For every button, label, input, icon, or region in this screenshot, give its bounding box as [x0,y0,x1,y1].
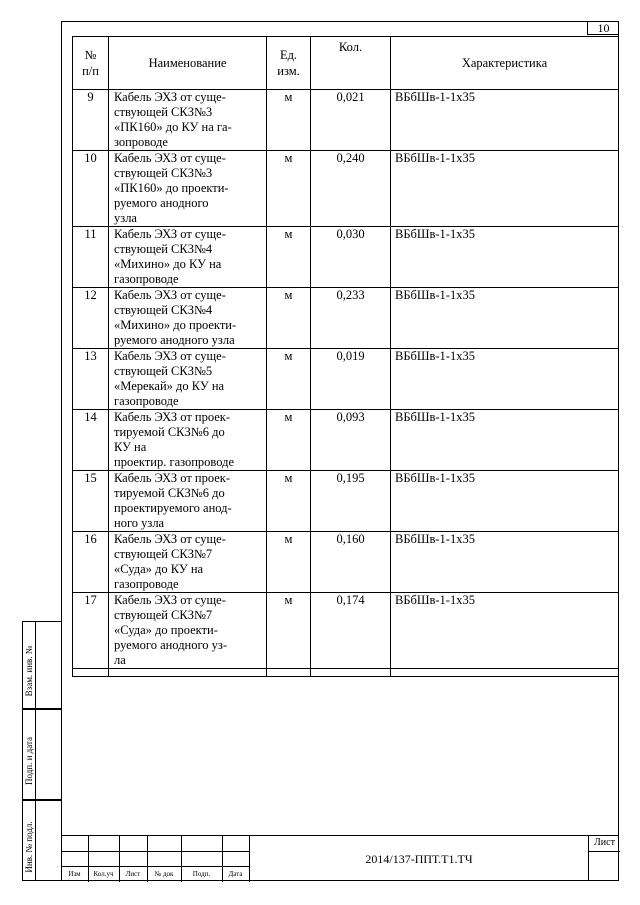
row-num: 11 [73,227,109,288]
table-row [73,151,619,227]
side-label-vzam: Взам. инв. № [24,645,34,697]
row-characteristic: ВБбШв-1-1х35 [391,532,619,593]
row-name: Кабель ЭХЗ от проек- тируемой СКЗ№6 до КУ на проектир. газопроводе [109,410,267,471]
row-name: Кабель ЭХЗ от суще- ствующей СКЗ№4 «Михино» до проекти- руемого анодного узла [109,288,267,349]
row-name: Кабель ЭХЗ от проек- тируемой СКЗ№6 до проектируемого анод- ного узла [109,471,267,532]
row-qty: 0,240 [311,151,391,227]
document-code: 2014/137-ППТ.Т1.ТЧ [249,835,588,881]
table-row [73,532,619,593]
row-unit: м [267,471,311,532]
row-unit: м [267,90,311,151]
row-name: Кабель ЭХЗ от суще- ствующей СКЗ№7 «Суда» до проекти- руемого анодного уз- ла [109,593,267,669]
stamp-label-kolvo: Кол.уч [93,870,114,878]
row-characteristic: ВБбШв-1-1х35 [391,151,619,227]
side-box-vzam [22,621,61,709]
row-qty: 0,233 [311,288,391,349]
header-qty: Кол. [311,37,391,90]
row-num: 15 [73,471,109,532]
row-unit: м [267,151,311,227]
table-row [73,90,619,151]
header-characteristic: Характеристика [391,37,619,90]
row-unit: м [267,532,311,593]
table-row [73,593,619,669]
side-box-podp [22,709,61,800]
side-box-inv [22,800,61,881]
side-label-podp: Подп. и дата [24,736,34,785]
row-unit: м [267,227,311,288]
row-qty: 0,019 [311,349,391,410]
row-qty: 0,195 [311,471,391,532]
row-unit: м [267,349,311,410]
row-unit: м [267,593,311,669]
row-qty: 0,174 [311,593,391,669]
row-qty: 0,021 [311,90,391,151]
row-num: 9 [73,90,109,151]
row-num: 13 [73,349,109,410]
header-num: № п/п [73,37,109,90]
row-characteristic: ВБбШв-1-1х35 [391,349,619,410]
row-qty: 0,160 [311,532,391,593]
page-number: 10 [587,21,619,35]
row-num: 16 [73,532,109,593]
row-qty: 0,030 [311,227,391,288]
row-unit: м [267,288,311,349]
row-name: Кабель ЭХЗ от суще- ствующей СКЗ№7 «Суда» до КУ на газопроводе [109,532,267,593]
row-name: Кабель ЭХЗ от суще- ствующей СКЗ№5 «Мерекай» до КУ на газопроводе [109,349,267,410]
row-num: 10 [73,151,109,227]
table-empty-row [73,669,619,677]
stamp-label-ndoc: № док [154,870,174,878]
stamp-grid [61,835,249,882]
table-row [73,227,619,288]
side-label-inv: Инв. № подл. [24,820,34,873]
row-characteristic: ВБбШв-1-1х35 [391,90,619,151]
stamp-label-data: Дата [228,870,243,878]
table-row [73,288,619,349]
table-row [73,349,619,410]
table-header-row [73,37,619,90]
stamp-label-podp: Подп. [192,870,211,878]
stamp-label-izm: Изм [68,870,81,878]
row-num: 14 [73,410,109,471]
row-num: 12 [73,288,109,349]
stamp-label-list: Лист [125,870,141,878]
table-row [73,471,619,532]
row-qty: 0,093 [311,410,391,471]
row-unit: м [267,410,311,471]
row-characteristic: ВБбШв-1-1х35 [391,410,619,471]
header-unit: Ед. изм. [267,37,311,90]
specification-table [72,36,619,677]
row-characteristic: ВБбШв-1-1х35 [391,471,619,532]
row-name: Кабель ЭХЗ от суще- ствующей СКЗ№4 «Михино» до КУ на газопроводе [109,227,267,288]
header-name: Наименование [109,37,267,90]
row-characteristic: ВБбШв-1-1х35 [391,227,619,288]
row-num: 17 [73,593,109,669]
row-characteristic: ВБбШв-1-1х35 [391,593,619,669]
table-row [73,410,619,471]
sheet-box [588,835,619,881]
row-name: Кабель ЭХЗ от суще- ствующей СКЗ№3 «ПК160» до проекти- руемого анодного узла [109,151,267,227]
sheet-label: Лист [594,837,615,848]
row-characteristic: ВБбШв-1-1х35 [391,288,619,349]
row-name: Кабель ЭХЗ от суще- ствующей СКЗ№3 «ПК160» до КУ на га- зопроводе [109,90,267,151]
